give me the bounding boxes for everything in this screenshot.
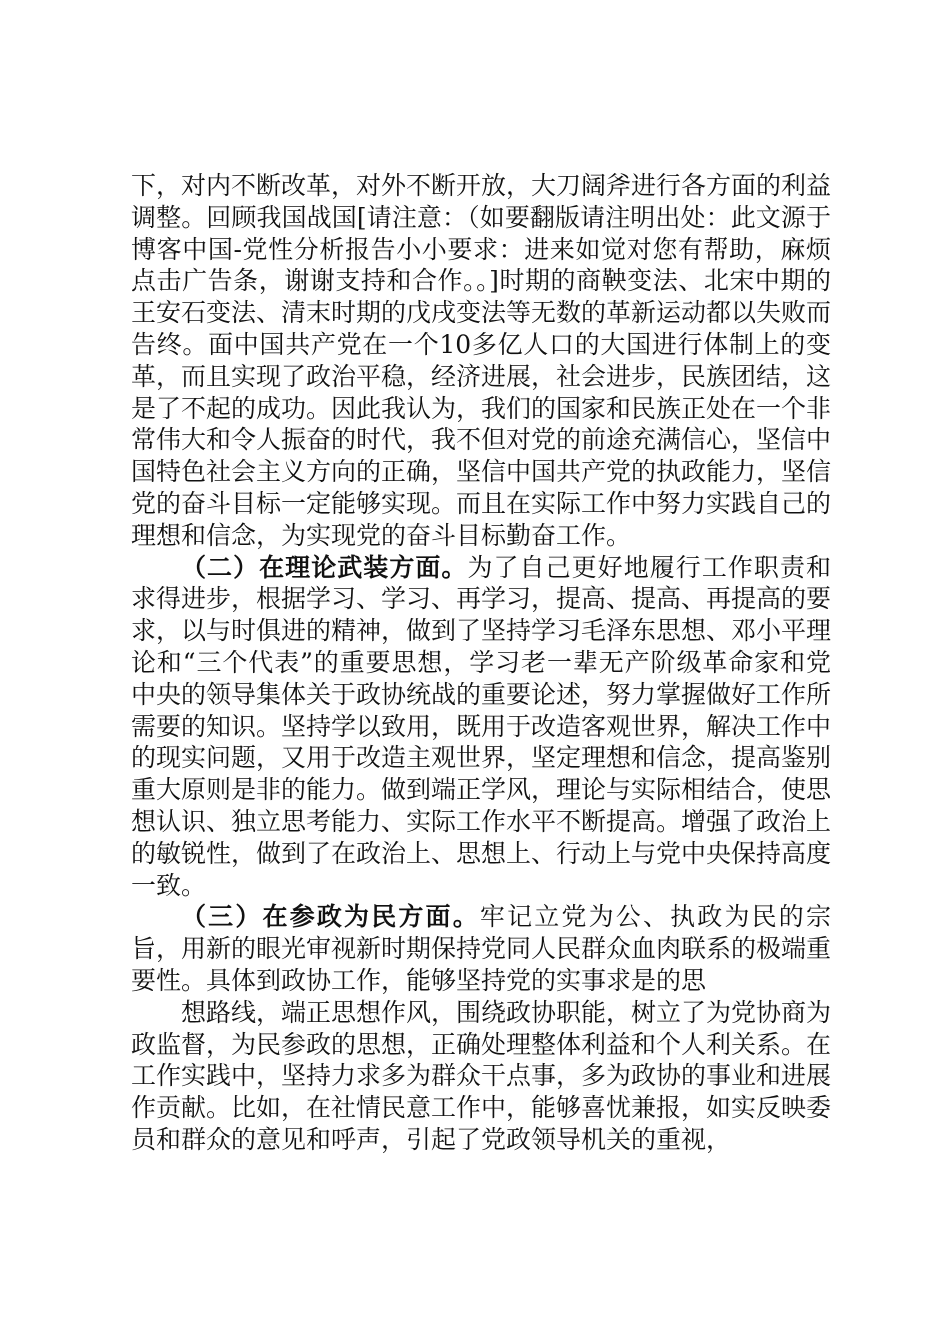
paragraph-text: 下，对内不断改革，对外不断开放，大刀阔斧进行各方面的利益调整。回顾我国战国[请注意：（如要翻版请注明出处：此文源于博客中国-党性分析报告小小要求：进来如觉对您有帮助，麻烦点击广告条，谢谢支持和合作。。]时期的商鞅变法、北宋中期的王安石变法、清末时期的戊戌变法等无数的革新运动都以失败而告终。面中国共产党在一个10多亿人口的大国进行体制上的变革，而且实现了政治平稳，经济进展，社会进步，民族团结，这是了不起的成功。因此我认为，我们的国家和民族正处在一个非常伟大和令人振奋的时代，我不但对党的前途充满信心，坚信中国特色社会主义方向的正确，坚信中国共产党的执政能力，坚信党的奋斗目标一定能够实现。而且在实际工作中努力实践自己的理想和信念，为实现党的奋斗目标勤奋工作。 <box>131 171 832 550</box>
paragraph-practice <box>131 997 831 1156</box>
paragraph-continuation <box>131 170 831 552</box>
paragraph-participation <box>131 901 831 996</box>
paragraph-text: 想路线，端正思想作风，围绕政协职能，树立了为党协商为政监督，为民参政的思想，正确处理整体利益和个人利关系。在工作实践中，坚持力求多为群众干点事，多为政协的事业和进展作贡献。比如，在社情民意工作中，能够喜忧兼报，如实反映委员和群众的意见和呼声，引起了党政领导机关的重视， <box>131 997 832 1154</box>
paragraph-text: 为了自己更好地履行工作职责和求得进步，根据学习、学习、再学习，提高、提高、再提高的要求，以与时俱进的精神，做到了坚持学习毛泽东思想、邓小平理论和“三个代表”的重要思想，学习老一辈无产阶级革命家和党中央的领导集体关于政协统战的重要论述，努力掌握做好工作所需要的知识。坚持学以致用，既用于改造客观世界，解决工作中的现实问题，又用于改造主观世界，坚定理想和信念，提高鉴别重大原则是非的能力。做到端正学风，理论与实际相结合，使思想认识、独立思考能力、实际工作水平不断提高。增强了政治上的敏锐性，做到了在政治上、思想上、行动上与党中央保持高度一致。 <box>131 552 832 900</box>
section-heading-participation: （三）在参政为民方面。 <box>181 902 480 932</box>
section-heading-theory: （二）在理论武装方面。 <box>181 552 468 582</box>
paragraph-text: 牢记立党为公、执政为民的宗旨，用新的眼光审视新时期保持党同人民群众血肉联系的极端重要性。具体到政协工作，能够坚持党的实事求是的思 <box>131 902 832 995</box>
body-text <box>131 170 831 1156</box>
paragraph-theory <box>131 552 831 902</box>
